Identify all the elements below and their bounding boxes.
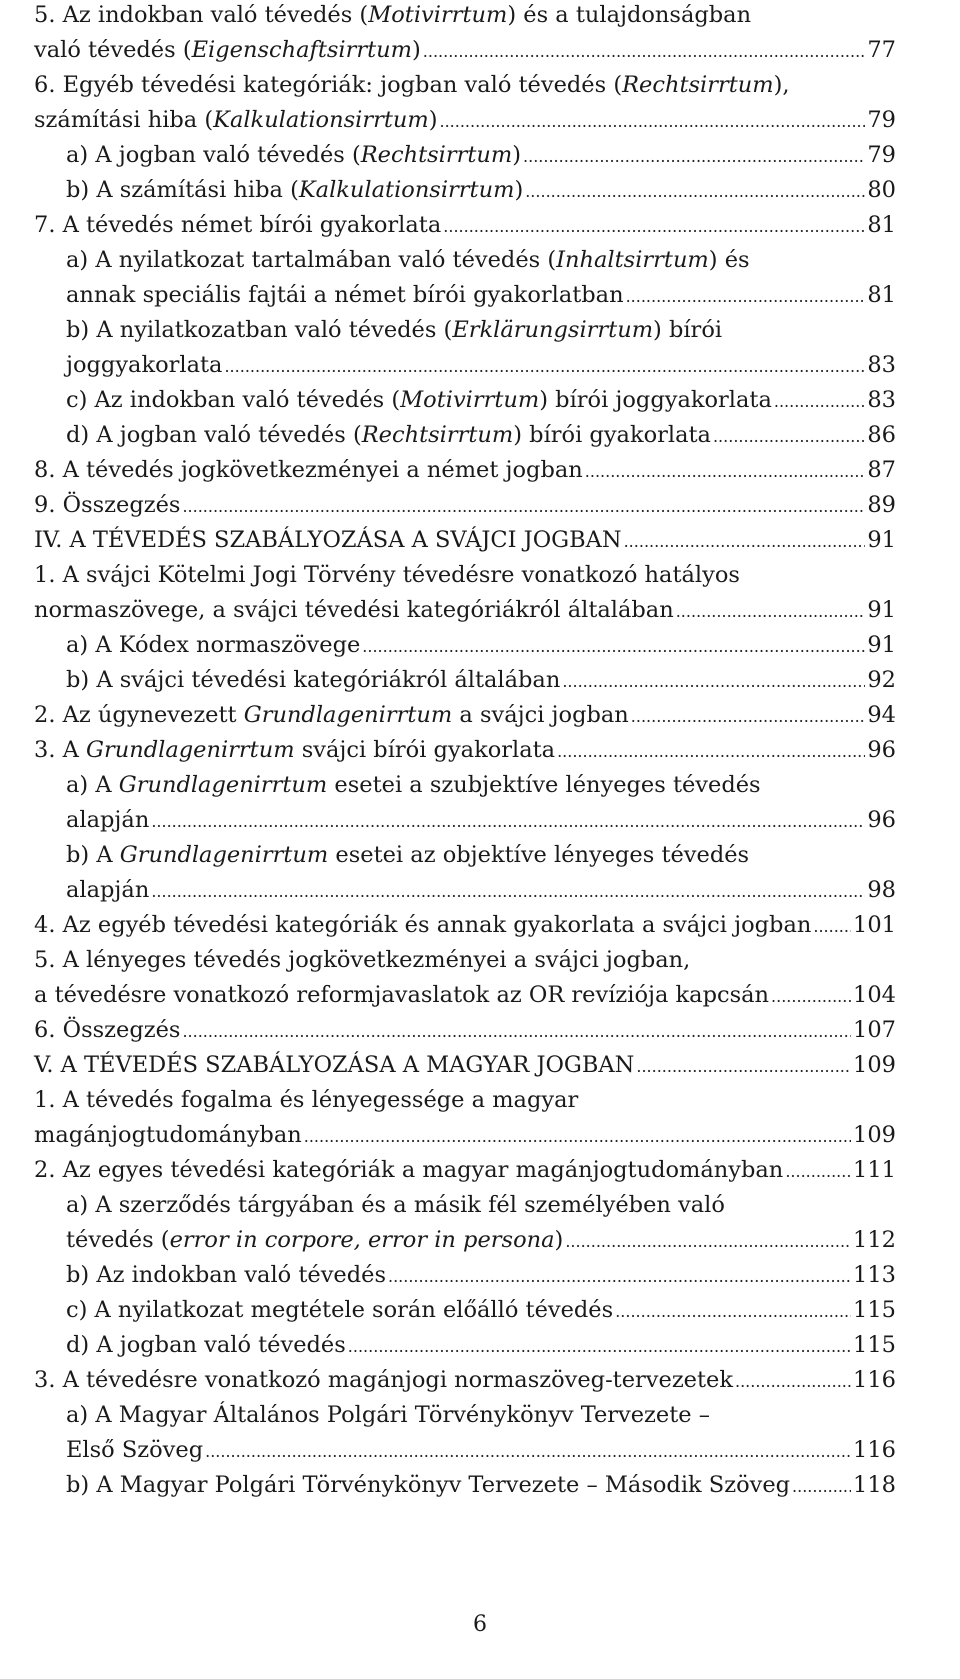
toc-page-number: 107 <box>853 1017 896 1043</box>
toc-entry[interactable] <box>34 838 896 908</box>
toc-entry-text: 7. A tévedés német bírói gyakorlata <box>34 212 442 238</box>
toc-entry-text: b) Az indokban való tévedés <box>66 1262 386 1288</box>
toc-page-number: 86 <box>867 422 896 448</box>
dot-leader <box>624 524 866 559</box>
dot-leader <box>523 139 865 174</box>
toc-entry-text: 5. Az indokban való tévedés (Motivirrtum) és a tulajdonságban <box>34 2 752 28</box>
toc-page-number: 111 <box>853 1157 896 1183</box>
toc-page-number: 118 <box>853 1472 896 1498</box>
toc-entry-text: 2. Az egyes tévedési kategóriák a magyar magánjogtudományban <box>34 1157 784 1183</box>
dot-leader <box>565 1224 851 1259</box>
toc-page-number: 109 <box>853 1052 896 1078</box>
dot-leader <box>626 279 866 314</box>
toc-page-number: 116 <box>853 1367 896 1393</box>
toc-entry[interactable] <box>34 418 896 453</box>
toc-entry-text: annak speciális fajtái a német bírói gyakorlatban <box>66 282 624 308</box>
toc-entry-text: 1. A svájci Kötelmi Jogi Törvény tévedésre vonatkozó hatályos <box>34 562 740 588</box>
dot-leader <box>304 1119 851 1154</box>
toc-entry-text: a) A szerződés tárgyában és a másik fél személyében való <box>66 1192 725 1218</box>
dot-leader <box>348 1329 851 1364</box>
toc-entry[interactable] <box>34 138 896 173</box>
toc-entry-text: 3. A tévedésre vonatkozó magánjogi normaszöveg-tervezetek <box>34 1367 733 1393</box>
toc-entry-text: d) A jogban való tévedés <box>66 1332 346 1358</box>
toc-page-number: 91 <box>867 597 896 623</box>
toc-page-number: 79 <box>867 142 896 168</box>
toc-entry[interactable] <box>34 1048 896 1083</box>
dot-leader <box>362 629 865 664</box>
toc-entry-text: V. A TÉVEDÉS SZABÁLYOZÁSA A MAGYAR JOGBAN <box>34 1052 635 1078</box>
dot-leader <box>585 454 866 489</box>
toc-entry[interactable] <box>34 663 896 698</box>
toc-entry[interactable] <box>34 733 896 768</box>
toc-entry[interactable] <box>34 1013 896 1048</box>
toc-entry[interactable] <box>34 0 896 68</box>
toc-entry[interactable] <box>34 1363 896 1398</box>
toc-entry-text: alapján <box>66 807 150 833</box>
toc-entry-text: magánjogtudományban <box>34 1122 302 1148</box>
toc-entry[interactable] <box>34 453 896 488</box>
toc-entry-text: Első Szöveg <box>66 1437 204 1463</box>
dot-leader <box>676 594 866 629</box>
toc-entry-text: 5. A lényeges tévedés jogkövetkezményei a svájci jogban, <box>34 947 691 973</box>
toc-entry[interactable] <box>34 558 896 628</box>
toc-page-number: 94 <box>867 702 896 728</box>
toc-entry-text: a tévedésre vonatkozó reformjavaslatok az OR revíziója kapcsán <box>34 982 770 1008</box>
toc-page-number: 83 <box>867 387 896 413</box>
toc-entry-text: 3. A Grundlagenirrtum svájci bírói gyakorlata <box>34 737 556 763</box>
toc-page-number: 87 <box>867 457 896 483</box>
dot-leader <box>423 34 866 69</box>
toc-entry-text: 6. Összegzés <box>34 1017 181 1043</box>
toc-page-number: 109 <box>853 1122 896 1148</box>
toc-page-number: 116 <box>853 1437 896 1463</box>
toc-entry[interactable] <box>34 243 896 313</box>
dot-leader <box>785 1154 851 1189</box>
toc-page-number: 112 <box>853 1227 896 1253</box>
toc-entry-text: b) A nyilatkozatban való tévedés (Erklärungsirrtum) bírói <box>66 317 723 343</box>
toc-entry[interactable] <box>34 1153 896 1188</box>
toc-entry[interactable] <box>34 943 896 1013</box>
toc-entry[interactable] <box>34 1083 896 1153</box>
toc-entry-text: a) A Magyar Általános Polgári Törvénykönyv Tervezete – <box>66 1402 710 1428</box>
toc-entry[interactable] <box>34 383 896 418</box>
dot-leader <box>713 419 865 454</box>
toc-page-number: 101 <box>853 912 896 938</box>
toc-page-number: 115 <box>853 1297 896 1323</box>
toc-page-number: 96 <box>867 807 896 833</box>
toc-page-number: 113 <box>853 1262 896 1288</box>
toc-page-number: 91 <box>867 632 896 658</box>
toc-entry-text: c) A nyilatkozat megtétele során előálló tévedés <box>66 1297 614 1323</box>
toc-entry[interactable] <box>34 1468 896 1503</box>
toc-entry[interactable] <box>34 208 896 243</box>
page-number: 6 <box>473 1612 487 1637</box>
dot-leader <box>182 489 865 524</box>
toc-entry-text: 4. Az egyéb tévedési kategóriák és annak gyakorlata a svájci jogban <box>34 912 812 938</box>
toc-entry-text: a) A Grundlagenirrtum esetei a szubjektíve lényeges tévedés <box>66 772 761 798</box>
toc-entry-text: 6. Egyéb tévedési kategóriák: jogban való tévedés (Rechtsirrtum), <box>34 72 790 98</box>
toc-entry[interactable] <box>34 68 896 138</box>
toc-entry-text: joggyakorlata <box>66 352 223 378</box>
toc-entry[interactable] <box>34 628 896 663</box>
toc-page-number: 92 <box>867 667 896 693</box>
toc-page-number: 96 <box>867 737 896 763</box>
toc-entry-text: a) A nyilatkozat tartalmában való tévedés (Inhaltsirrtum) és <box>66 247 750 273</box>
dot-leader <box>525 174 865 209</box>
dot-leader <box>735 1364 851 1399</box>
toc-page-number: 91 <box>867 527 896 553</box>
toc-entry-text: normaszövege, a svájci tévedési kategóriákról általában <box>34 597 674 623</box>
toc-entry[interactable] <box>34 1398 896 1468</box>
toc-entry-text: 2. Az úgynevezett Grundlagenirrtum a svájci jogban <box>34 702 629 728</box>
toc-page-number: 81 <box>867 282 896 308</box>
dot-leader <box>792 1469 851 1504</box>
toc-entry[interactable] <box>34 313 896 383</box>
dot-leader <box>562 664 865 699</box>
dot-leader <box>443 209 865 244</box>
toc-entry-text: 8. A tévedés jogkövetkezményei a német jogban <box>34 457 583 483</box>
dot-leader <box>224 349 865 384</box>
toc-entry-text: számítási hiba (Kalkulationsirrtum) <box>34 107 438 133</box>
toc-page-number: 81 <box>867 212 896 238</box>
dot-leader <box>557 734 865 769</box>
dot-leader <box>615 1294 851 1329</box>
toc-entry[interactable] <box>34 523 896 558</box>
toc-entry-text: b) A Grundlagenirrtum esetei az objektíve lényeges tévedés <box>66 842 750 868</box>
toc-page-number: 77 <box>867 37 896 63</box>
toc-entry-text: való tévedés (Eigenschaftsirrtum) <box>34 37 421 63</box>
toc-entry[interactable] <box>34 173 896 208</box>
toc-entry-text: 9. Összegzés <box>34 492 181 518</box>
toc-page-number: 98 <box>867 877 896 903</box>
toc-page-number: 104 <box>853 982 896 1008</box>
toc-entry[interactable] <box>34 1293 896 1328</box>
toc-entry[interactable] <box>34 1258 896 1293</box>
dot-leader <box>774 384 865 419</box>
toc-entry-text: a) A jogban való tévedés (Rechtsirrtum) <box>66 142 522 168</box>
toc-entry-text: a) A Kódex normaszövege <box>66 632 361 658</box>
dot-leader <box>813 909 851 944</box>
toc-entry[interactable] <box>34 698 896 733</box>
toc-entry-text: b) A svájci tévedési kategóriákról általában <box>66 667 561 693</box>
toc-entry-text: 1. A tévedés fogalma és lényegessége a magyar <box>34 1087 579 1113</box>
table-of-contents <box>34 0 896 1503</box>
toc-entry[interactable] <box>34 908 896 943</box>
toc-page-number: 79 <box>867 107 896 133</box>
dot-leader <box>182 1014 851 1049</box>
dot-leader <box>631 699 866 734</box>
dot-leader <box>439 104 865 139</box>
toc-entry-text: b) A Magyar Polgári Törvénykönyv Tervezete – Második Szöveg <box>66 1472 791 1498</box>
toc-page-number: 89 <box>867 492 896 518</box>
dot-leader <box>388 1259 851 1294</box>
toc-page-number: 115 <box>853 1332 896 1358</box>
toc-entry[interactable] <box>34 488 896 523</box>
dot-leader <box>151 874 865 909</box>
toc-entry[interactable] <box>34 768 896 838</box>
dot-leader <box>636 1049 851 1084</box>
toc-entry-text: alapján <box>66 877 150 903</box>
toc-entry-text: b) A számítási hiba (Kalkulationsirrtum) <box>66 177 524 203</box>
toc-entry-text: IV. A TÉVEDÉS SZABÁLYOZÁSA A SVÁJCI JOGBAN <box>34 527 622 553</box>
dot-leader <box>205 1434 851 1469</box>
toc-entry-text: tévedés (error in corpore, error in persona) <box>66 1227 564 1253</box>
dot-leader <box>771 979 851 1014</box>
toc-entry[interactable] <box>34 1328 896 1363</box>
toc-entry-text: d) A jogban való tévedés (Rechtsirrtum) bírói gyakorlata <box>66 422 711 448</box>
toc-page-number: 83 <box>867 352 896 378</box>
toc-entry[interactable] <box>34 1188 896 1258</box>
toc-page-number: 80 <box>867 177 896 203</box>
toc-entry-text: c) Az indokban való tévedés (Motivirrtum) bírói joggyakorlata <box>66 387 772 413</box>
dot-leader <box>151 804 865 839</box>
